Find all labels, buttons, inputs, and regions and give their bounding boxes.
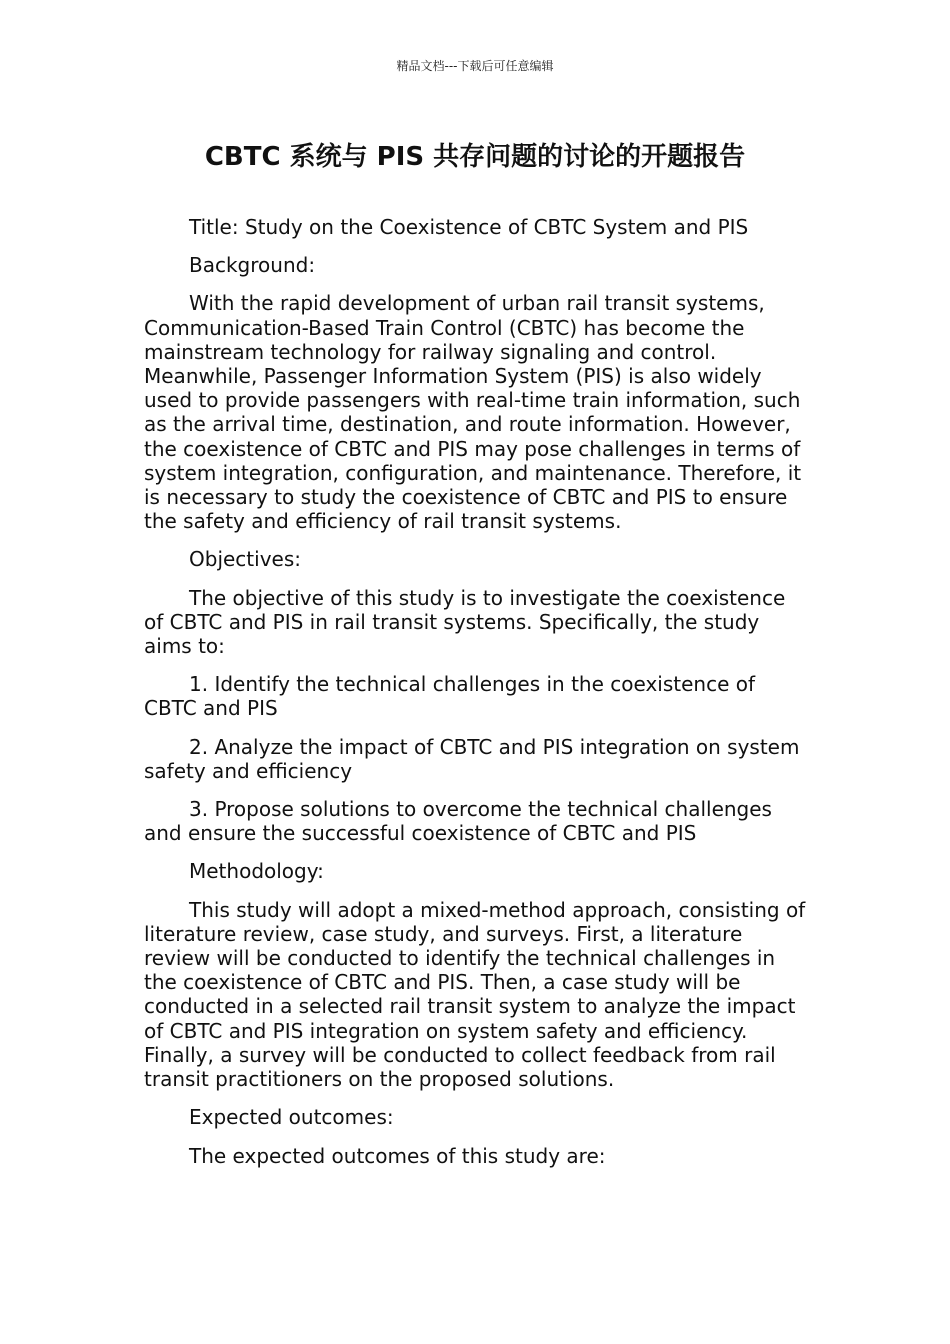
objective-item-2: 2. Analyze the impact of CBTC and PIS integration on system safety and efficiency xyxy=(144,734,800,783)
paragraph-title-line: Title: Study on the Coexistence of CBTC System and PIS xyxy=(189,215,749,239)
header-note: 精品文档---下载后可任意编辑 xyxy=(396,59,554,73)
objective-item-3: 3. Propose solutions to overcome the technical challenges and ensure the successful coexistence of CBTC and PIS xyxy=(144,797,772,846)
paragraph-expected-outcomes: The expected outcomes of this study are: xyxy=(189,1143,606,1168)
paragraph-objectives: The objective of this study is to investigate the coexistence of CBTC and PIS in rail transit systems. Specifically, the study aims to: xyxy=(144,585,786,659)
objective-item-1: 1. Identify the technical challenges in the coexistence of CBTC and PIS xyxy=(144,672,756,721)
document-title: CBTC 系统与 PIS 共存问题的讨论的开题报告 xyxy=(204,142,746,172)
heading-expected-outcomes: Expected outcomes: xyxy=(189,1105,394,1130)
heading-background: Background: xyxy=(189,253,316,278)
heading-methodology: Methodology: xyxy=(189,859,324,884)
heading-objectives: Objectives: xyxy=(189,547,301,572)
paragraph-background: With the rapid development of urban rail transit systems, Communication-Based Train Control (CBTC) has become the mainstream technology for railway signaling and control. Meanwhile, Passenger Information System (PIS) is also widely used to provide passengers with real-time train information, such as the arrival time, destination, and route information. However, the coexistence of CBTC and PIS may pose challenges in terms of system integration, configuration, and maintenance. Therefore, it is necessary to study the coexistence of CBTC and PIS to ensure the safety and efficiency of rail transit systems. xyxy=(144,291,802,534)
document-body xyxy=(144,215,809,1182)
paragraph-methodology: This study will adopt a mixed-method approach, consisting of literature review, case study, and surveys. First, a literature review will be conducted to identify the technical challenges in the coexistence of CBTC and PIS. Then, a case study will be conducted in a selected rail transit system to analyze the impact of CBTC and PIS integration on system safety and efficiency. Finally, a survey will be conducted to collect feedback from rail transit practitioners on the proposed solutions. xyxy=(144,897,806,1092)
